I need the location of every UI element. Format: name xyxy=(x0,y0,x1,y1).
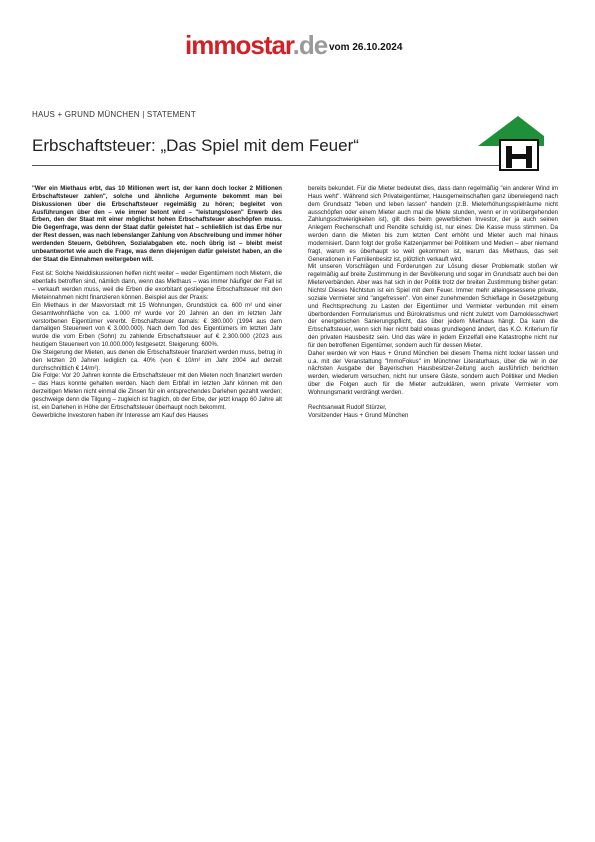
article-paragraph: Daher werden wir von Haus + Grund München bei diesem Thema nicht locker lassen und u.a. mit der Veranstaltung "ImmoFokus" im Münchner Literaturhaus, über die wir in der nächsten Ausgabe der Bayerischen Hausbesitzer-Zeitung auch ausführlich berichten werden, wiederum versuchen, nicht nur unsere Gäste, sondern auch Politiker und Medien über die Folgen auch für die Mieter aufzuklären, wenn private Vermieter vom Wohnungsmarkt verdrängt werden. xyxy=(308,349,558,396)
author-title: Vorsitzender Haus + Grund München xyxy=(308,411,409,419)
article-paragraph: Fest ist: Solche Neiddiskussionen helfen nicht weiter – weder Eigentümern noch Mietern, die ebenfalls betroffen sind, nämlich dann, wenn das Miethaus – was immer häufiger der Fall ist – verkauft werden muss, weil die Erben die exorbitant gestiegene Erbschaftsteuer mit den Mieteinnahmen nicht finanzieren können. Beispiel aus der Praxis: xyxy=(32,270,282,301)
logo-part-domain: .de xyxy=(292,30,328,60)
article-lead: "Wer ein Miethaus erbt, das 10 Millionen wert ist, der kann doch locker 2 Millionen Erbschaftsteuer zahlen", solche und ähnliche Argumente bekommt man bei Diskussionen über die Erbschaftsteuer regelmäßig zu hören; begleitet von Ausführungen über den – wie immer betont wird – "leistungslosen" Erwerb des Erben, den der Staat mit einer möglichst hohen Erbschaftsteuer abschöpfen muss. Die Gegenfrage, was denn der Staat dafür geleistet hat – schließlich ist das Erbe nur der Rest dessen, was nach lebenslanger Zahlung von Abschreibung und immer höher werdenden Steuern, Gebühren, Sozialabgaben etc. noch übrig ist – bleibt meist unbeantwortet wie auch die Frage, was denn diejenigen dafür geleistet haben, an die der Staat die Einnahmen weitergeben will. xyxy=(32,185,282,263)
author-name: Rechtsanwalt Rudolf Stürzer, xyxy=(308,403,387,411)
masthead xyxy=(185,30,425,60)
article-paragraph: Die Steigerung der Mieten, aus denen die Erbschaftsteuer finanziert werden muss, betrug in den letzten 20 Jahren lediglich ca. 40% (von € 10/m² im Jahr 2004 auf derzeit durchschnittlich € 14/m²). xyxy=(32,348,282,372)
immostar-logo xyxy=(185,30,327,60)
article-paragraph: Die Folge: Vor 20 Jahren konnte die Erbschaftsteuer mit den Mieten noch finanziert werden – das Haus konnte gehalten werden. Nach dem Erbfall im letzten Jahr können mit den derzeitigen Mieten nicht einmal die Zinsen für ein entsprechendes Darlehen gezahlt werden; geschweige denn die Tilgung – zugleich ist fraglich, ob der Erbe, der jetzt knapp 60 Jahre alt ist, ein Darlehen in Höhe der Erbschaftsteuer überhaupt noch bekommt. xyxy=(32,372,282,411)
article-paragraph: bereits bekundet. Für die Mieter bedeutet dies, dass dann regelmäßig "ein anderer Wind im Haus weht". Während sich Privateigentümer, Hausgemeinschaften ganz überwiegend nach dem Grundsatz "leben und leben lassen" handeln (z.B. Mieterhöhungsspielräume nicht ausschöpfen oder einem Mieter auch mal die Miete stunden, wenn er in vorübergehenden Zahlungsschwierigkeiten ist), gilt dies beim gewerblichen Investor, der ja auch seinen Anlegern Rechenschaft und Rendite schuldig ist, nur eines: Die Kasse muss stimmen. Da werden dann die Mieten bis zum letzten Cent erhöht und Mieter auch mal hinaus modernisiert. Dann folgt der große Katzenjammer bei Politikern und Medien – aber niemand fragt, warum es überhaupt so weit gekommen ist, warum das Miethaus, das seit Generationen in Familienbesitz ist, plötzlich verkauft wird. xyxy=(308,185,558,263)
haus-und-grund-house-icon xyxy=(478,116,544,172)
article-paragraph: Gewerbliche Investoren haben ihr Interesse am Kauf des Hauses xyxy=(32,411,209,419)
article-paragraph: Mit unseren Vorschlägen und Forderungen zur Lösung dieser Problematik stoßen wir regelmäßig auf breite Zustimmung in der Bevölkerung und sogar im Grundsatz auch bei den Mieterverbänden. Aber was hat sich in der Politik trotz der breiten Zustimmung bisher getan: Nichts! Dieses Nichtstun ist ein Spiel mit dem Feuer. Immer mehr alteingesessene private, soziale Vermieter sind "angefressen". Von einer zunehmenden Schieflage in Gesetzgebung und Rechtsprechung zu Lasten der Eigentümer und Vermieter verbunden mit einem überbordenden Formularismus und Bürokratismus und nicht zuletzt vom Damoklesschwert der energetischen Sanierungspflicht, das über jedem Miethaus hängt. Da kann die Erbschaftsteuer, wenn sich hier nicht bald etwas grundlegend ändert, das K.O. Kriterium für den privaten Hausbesitz sein. Und das wäre in jedem Einzelfall eine Katastrophe nicht nur für den betroffenen Eigentümer, sondern auch für dessen Mieter. xyxy=(308,263,558,349)
headline-divider xyxy=(32,165,522,166)
article-headline: Erbschaftsteuer: „Das Spiel mit dem Feuer“ xyxy=(32,136,359,155)
logo-part-immo: immo xyxy=(185,30,251,60)
article-column-left xyxy=(32,185,282,419)
article-column-right xyxy=(308,185,558,419)
article-paragraph: Ein Miethaus in der Maxvorstadt mit 15 Wohnungen, Grundstück ca. 600 m² und einer Gesamtwohnfläche von ca. 1.000 m² wurde vor 20 Jahren an den im letzten Jahr verstorbenen Eigentümer vererbt. Erbschaftsteuer damals: € 380.000 (1994 aus dem damaligen Steuerwert von € 3.000.000). Nach dem Tod des Eigentümers im letzten Jahr wurde die vom Erben (Sohn) zu zahlende Erbschaftsteuer auf € 2.300.000 (2023 aus heutigem Steuerwert von 10.000.000) festgesetzt. Steigerung: 600%. xyxy=(32,301,282,349)
logo-part-star: star xyxy=(250,30,293,60)
publication-date: vom 26.10.2024 xyxy=(329,42,403,53)
article-kicker: HAUS + GRUND MÜNCHEN | STATEMENT xyxy=(32,110,196,119)
